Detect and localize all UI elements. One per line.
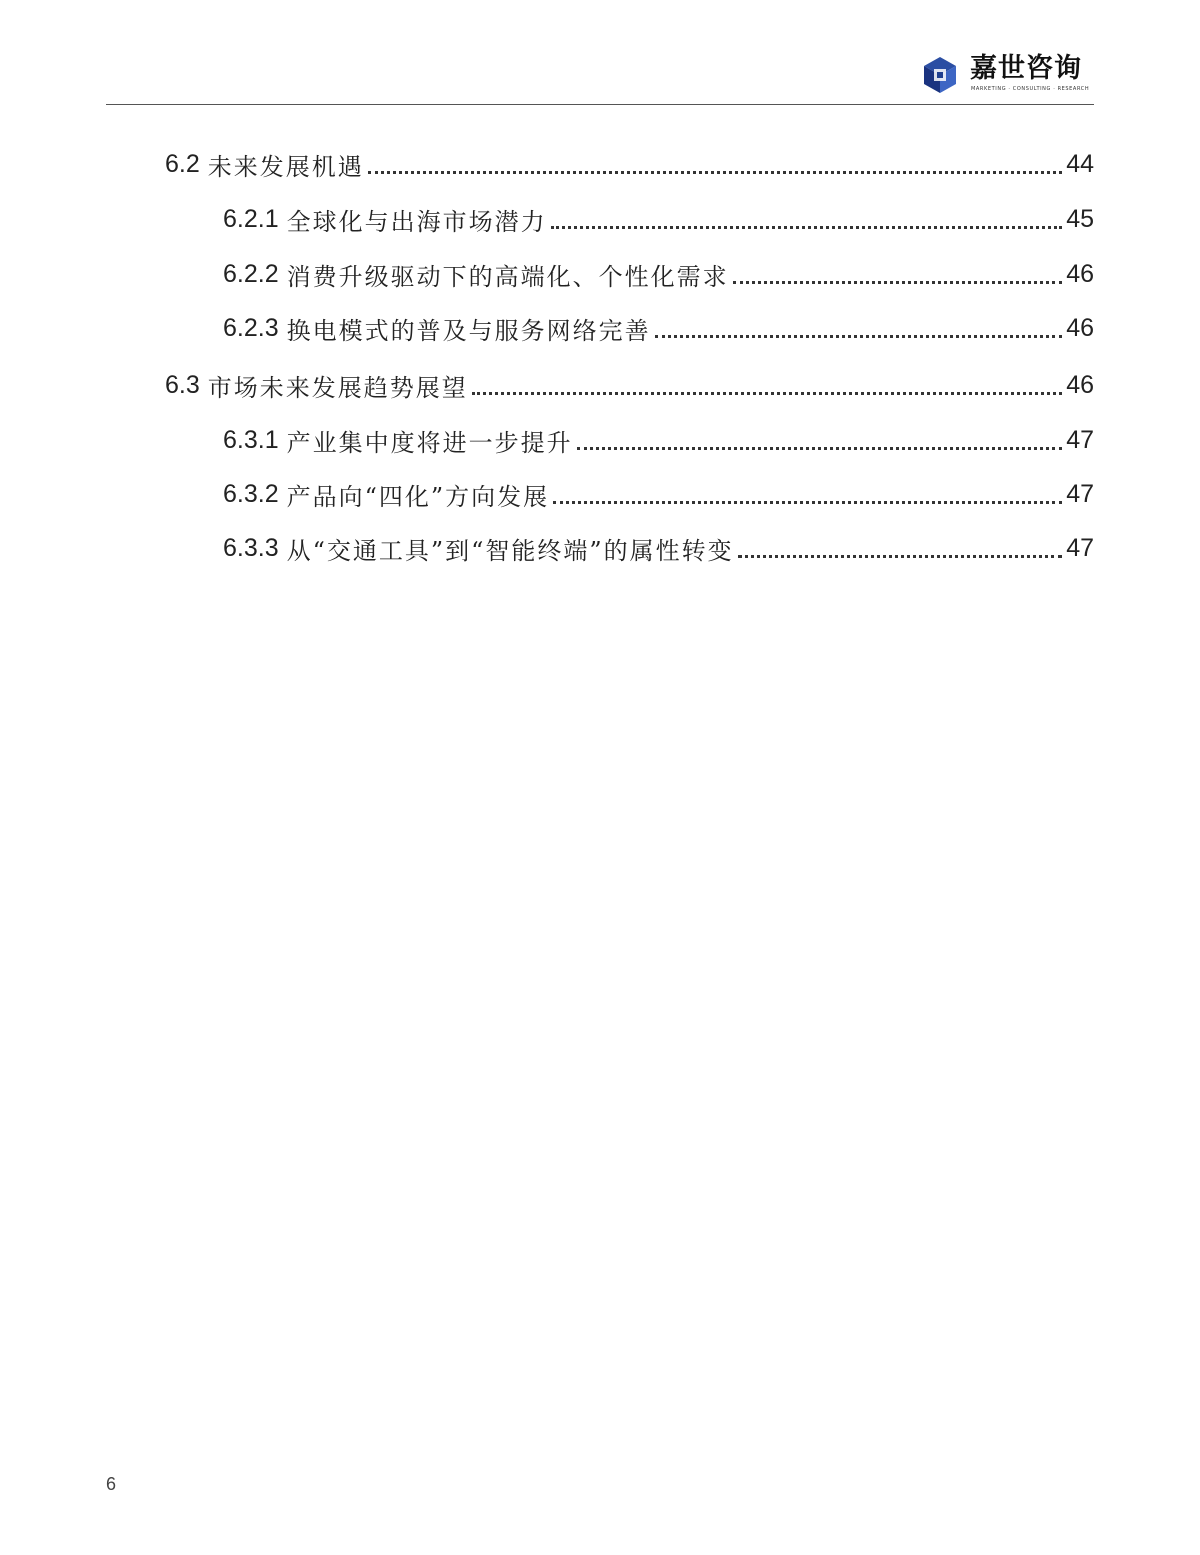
header-divider: [106, 104, 1094, 105]
toc-entry[interactable]: [223, 528, 1094, 568]
toc-entry[interactable]: [223, 474, 1094, 514]
toc-entry-number: 6.3: [165, 370, 200, 399]
toc-entry-page: 47: [1066, 479, 1094, 508]
toc-entry[interactable]: [165, 144, 1094, 184]
toc-entry-number: 6.3.1: [223, 425, 279, 454]
toc-dot-leader: [551, 226, 1063, 229]
logo-tagline: MARKETING · CONSULTING · RESEARCH: [971, 86, 1090, 92]
toc-entry-title: 市场未来发展趋势展望: [207, 373, 468, 402]
logo-name: 嘉世咨询: [970, 53, 1082, 84]
toc-entry[interactable]: [223, 199, 1094, 239]
toc-entry-title: 产品向“四化”方向发展: [286, 482, 550, 511]
toc-entry[interactable]: [223, 254, 1094, 294]
toc-entry-page: 46: [1066, 259, 1094, 288]
toc-entry-number: 6.2.3: [223, 313, 279, 342]
toc-entry[interactable]: [223, 420, 1094, 460]
toc-dot-leader: [553, 501, 1062, 504]
toc-entry-title: 从“交通工具”到“智能终端”的属性转变: [286, 536, 734, 565]
toc-dot-leader: [738, 555, 1063, 558]
toc-entry-title: 全球化与出海市场潜力: [286, 207, 547, 236]
toc-entry-page: 44: [1066, 149, 1094, 178]
company-logo: [920, 52, 1095, 98]
toc-dot-leader: [655, 335, 1063, 338]
toc-entry-title: 换电模式的普及与服务网络完善: [286, 316, 651, 345]
toc-entry-page: 46: [1066, 313, 1094, 342]
toc-dot-leader: [733, 281, 1063, 284]
toc-entry-number: 6.2.2: [223, 259, 279, 288]
toc-entry[interactable]: [165, 365, 1094, 405]
page-header: [0, 0, 1200, 108]
toc-dot-leader: [472, 392, 1062, 395]
toc-entry-title: 未来发展机遇: [207, 152, 364, 181]
toc-entry-number: 6.3.3: [223, 533, 279, 562]
toc-entry-page: 47: [1066, 425, 1094, 454]
toc-entry-number: 6.2.1: [223, 204, 279, 233]
toc-entry-number: 6.2: [165, 149, 200, 178]
toc-entry[interactable]: [223, 308, 1094, 348]
toc-dot-leader: [577, 447, 1063, 450]
toc-entry-page: 46: [1066, 370, 1094, 399]
toc-entry-number: 6.3.2: [223, 479, 279, 508]
toc-entry-title: 消费升级驱动下的高端化、个性化需求: [286, 262, 729, 291]
page-number: 6: [106, 1474, 117, 1494]
toc-entry-page: 47: [1066, 533, 1094, 562]
toc-entry-title: 产业集中度将进一步提升: [286, 428, 573, 457]
jiashi-cube-logo-icon: [920, 55, 960, 95]
toc-entry-page: 45: [1066, 204, 1094, 233]
toc-dot-leader: [368, 171, 1062, 174]
